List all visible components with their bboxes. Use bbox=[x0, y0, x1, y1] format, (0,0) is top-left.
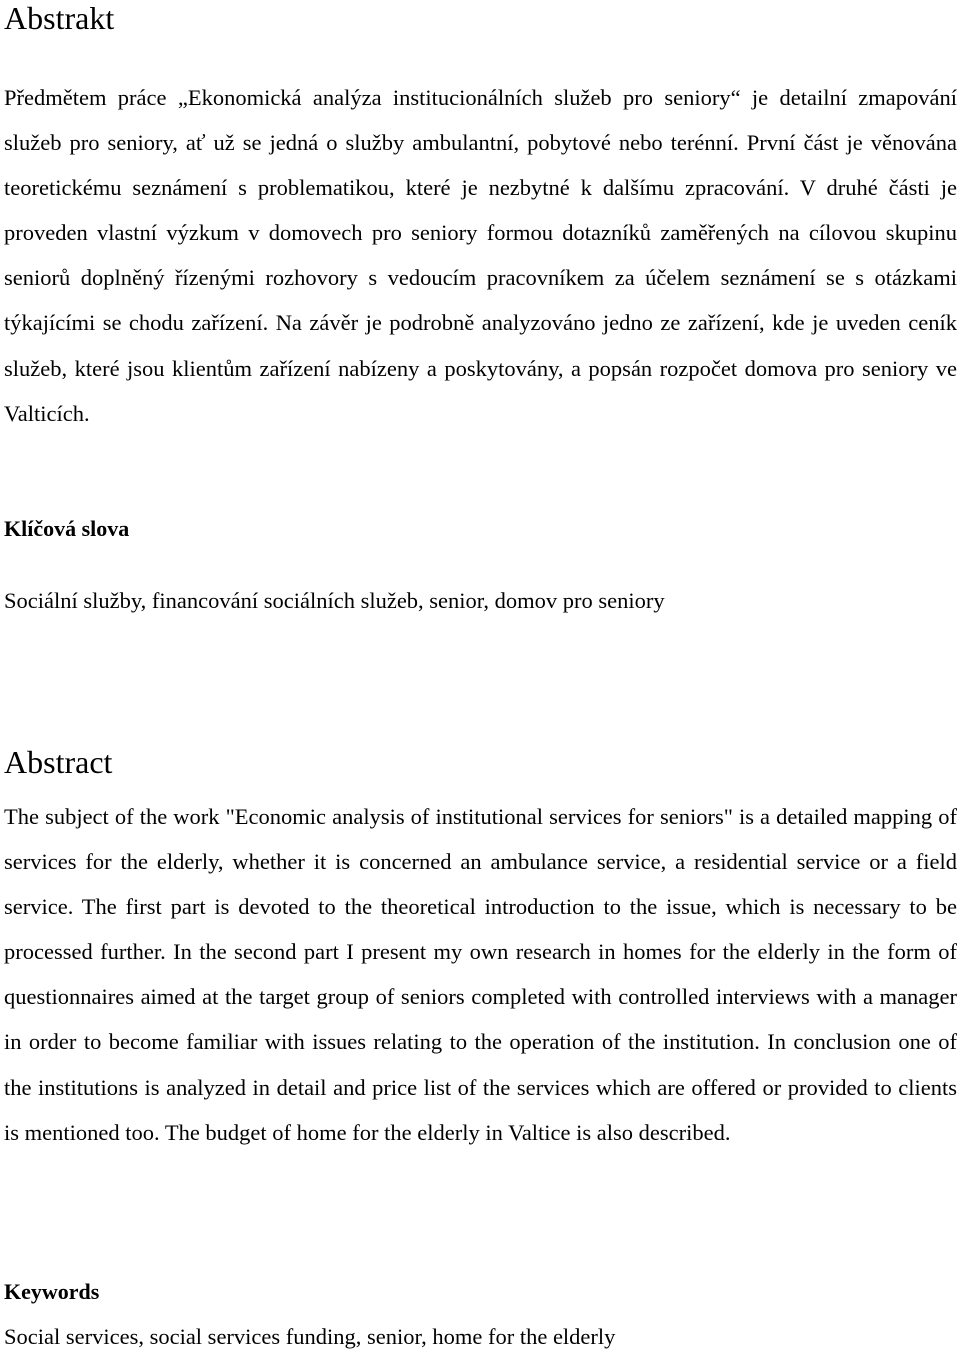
czech-keywords-heading: Klíčová slova bbox=[4, 516, 130, 541]
english-keywords-text: Social services, social services funding, senior, home for the elderly bbox=[4, 1324, 616, 1349]
english-abstract-text: The subject of the work "Economic analysis of institutional services for seniors" is a detailed mapping of services for the elderly, whether it is concerned an ambulance service, a residential service or a field service. The first part is devoted to the theoretical introduction to the issue, which is necessary to be processed further. In the second part I present my own research in homes for the elderly in the form of questionnaires aimed at the target group of seniors completed with controlled interviews with a manager in order to become familiar with issues relating to the operation of the institution. In conclusion one of the institutions is analyzed in detail and price list of the services which are offered or provided to clients is mentioned too. The budget of home for the elderly in Valtice is also described. bbox=[4, 804, 957, 1145]
english-abstract-heading: Abstract bbox=[4, 744, 113, 780]
czech-abstract-heading: Abstrakt bbox=[4, 0, 115, 36]
czech-abstract-text: Předmětem práce „Ekonomická analýza institucionálních služeb pro seniory“ je detailní zmapování služeb pro seniory, ať už se jedná o služby ambulantní, pobytové nebo terénní. První část je věnována teoretickému seznámení s problematikou, které je nezbytné k dalšímu zpracování. V druhé části je proveden vlastní výzkum v domovech pro seniory formou dotazníků zaměřených na cílovou skupinu seniorů doplněný řízenými rozhovory s vedoucím pracovníkem za účelem seznámení se s otázkami týkajícími se chodu zařízení. Na závěr je podrobně analyzováno jedno ze zařízení, kde je uveden ceník služeb, které jsou klientům zařízení nabízeny a poskytovány, a popsán rozpočet domova pro seniory ve Valticích. bbox=[4, 85, 957, 426]
english-keywords-heading: Keywords bbox=[4, 1279, 100, 1304]
czech-keywords-text: Sociální služby, financování sociálních služeb, senior, domov pro seniory bbox=[4, 588, 665, 613]
